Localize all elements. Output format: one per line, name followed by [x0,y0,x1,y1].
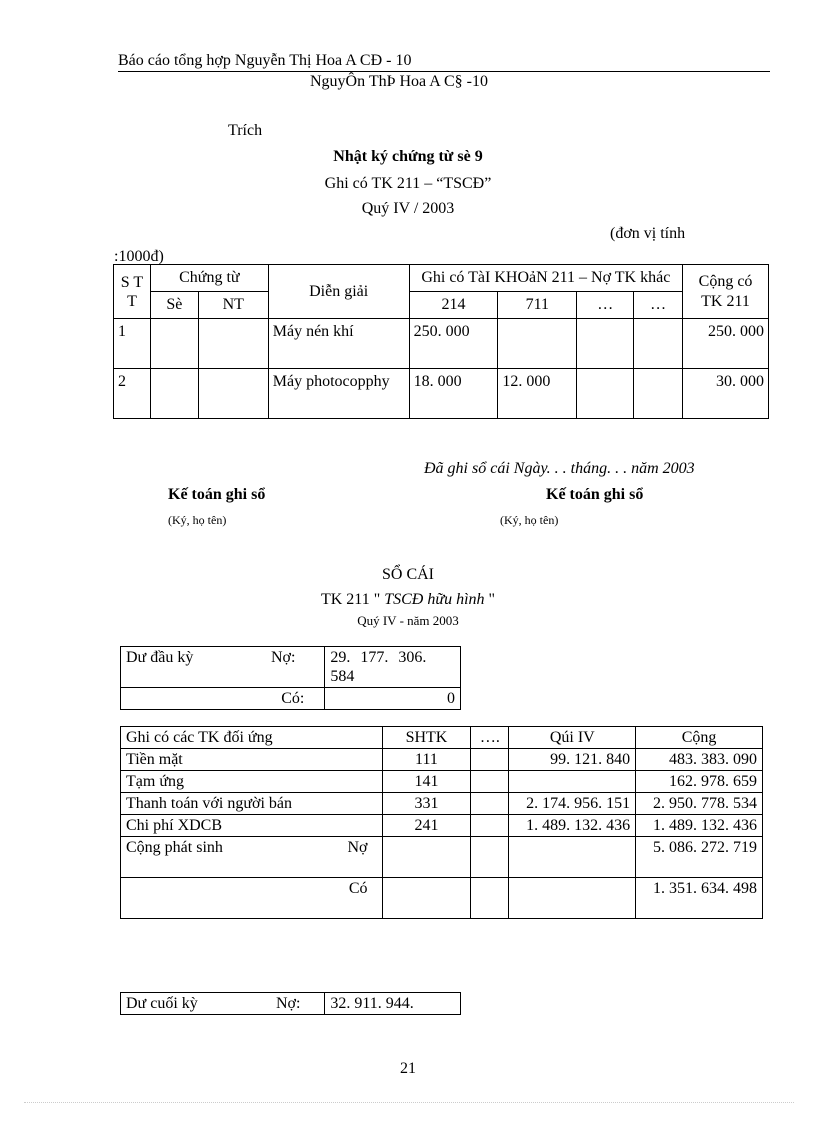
ledger-table [120,726,763,919]
page-number: 21 [400,1060,416,1077]
opening-balance-table [120,646,461,710]
ledger-phatsinh-no-row [121,837,763,878]
phatsinh-dots [471,837,509,878]
ledger-shtk: 141 [382,771,471,793]
journal-subtitle: Ghi có TK 211 – “TSCĐ” [324,175,492,192]
phatsinh-quy [509,837,636,878]
table-subheader-row [114,292,769,319]
ledger-account-prefix: TK 211 " [320,591,381,608]
col-chungtu: Chứng từ [150,265,268,292]
ledger-account [0,591,816,609]
row-214: 18. 000 [409,369,498,419]
phatsinh-dots [471,878,509,919]
row-total: 30. 000 [683,369,769,419]
row-so [150,319,198,369]
ledger-phatsinh-co-row [121,878,763,919]
ledger-col-dots: …. [471,727,509,749]
closing-row [121,993,461,1015]
opening-co-label: Có: [121,688,325,710]
ledger-cong: 162. 978. 659 [636,771,763,793]
ledger-tk: Chi phí XDCB [121,815,383,837]
ledger-tk: Tiền mặt [121,749,383,771]
journal-table [113,264,769,419]
ledger-cong: 2. 950. 778. 534 [636,793,763,815]
header-rule [118,71,770,72]
col-dots-2: … [634,292,683,319]
ledger-header-row [121,727,763,749]
table-row [114,319,769,369]
row-desc: Máy photocopphy [268,369,409,419]
col-ghico: Ghi có TàI KHOảN 211 – Nợ TK khác [409,265,682,292]
accountant-left: Kế toán ghi sổ [168,486,266,503]
phatsinh-co-label: Có [121,878,383,919]
row-214: 250. 000 [409,319,498,369]
phatsinh-label: Cộng phát sinh [126,839,223,856]
closing-label-cell [121,993,325,1015]
ledger-quy [509,771,636,793]
signature-right: (Ký, họ tên) [500,513,559,527]
signature-left: (Ký, họ tên) [168,513,227,527]
ledger-dots [471,793,509,815]
table-row [121,815,763,837]
ledger-account-name: TSCĐ hữu hình [384,591,485,608]
table-header-row [114,265,769,292]
phatsinh-quy [509,878,636,919]
col-congco: Cộng có TK 211 [683,265,769,319]
col-stt: S T T [114,265,151,319]
ledger-quy: 1. 489. 132. 436 [509,815,636,837]
table-row [121,749,763,771]
ledger-quy: 99. 121. 840 [509,749,636,771]
ledger-account-suffix: " [488,591,496,608]
unit-note-cont: :1000đ) [114,248,164,265]
ledger-title: SỔ CÁI [381,566,434,583]
ledger-dots [471,771,509,793]
page-bottom-rule [24,1102,794,1103]
row-711: 12. 000 [498,369,577,419]
ledger-shtk: 111 [382,749,471,771]
row-stt: 2 [114,369,151,419]
phatsinh-no-value: 5. 086. 272. 719 [636,837,763,878]
table-row [114,369,769,419]
phatsinh-shtk [382,878,471,919]
opening-co-row [121,688,461,710]
ledger-period: Quý IV - năm 2003 [357,613,459,628]
header-line-1: Báo cáo tổng hợp Nguyễn Thị Hoa A CĐ - 10 [118,52,412,69]
opening-label: Dư đầu kỳ [126,649,194,666]
ledger-shtk: 331 [382,793,471,815]
table-row [121,793,763,815]
ledger-cong: 483. 383. 090 [636,749,763,771]
closing-label: Dư cuối kỳ [126,995,198,1012]
ledger-col-quy: Qúi IV [509,727,636,749]
col-diengiai: Diễn giải [268,265,409,319]
phatsinh-no-label: Nợ [347,839,368,856]
row-total: 250. 000 [683,319,769,369]
opening-no-row [121,647,461,688]
phatsinh-shtk [382,837,471,878]
ledger-col-cong: Cộng [636,727,763,749]
row-desc: Máy nén khí [268,319,409,369]
row-dots-2 [634,369,683,419]
opening-no-label: Nợ: [271,649,296,666]
row-dots-2 [634,319,683,369]
ledger-cong: 1. 489. 132. 436 [636,815,763,837]
phatsinh-label-cell [121,837,383,878]
col-711: 711 [498,292,577,319]
ledger-tk: Tạm ứng [121,771,383,793]
closing-balance-table [120,992,461,1015]
closing-no-label: Nợ: [276,995,301,1012]
closing-no-value: 32. 911. 944. [325,993,461,1015]
phatsinh-co-value: 1. 351. 634. 498 [636,878,763,919]
journal-period: Quý IV / 2003 [361,200,455,217]
trich-label: Trích [228,122,263,139]
col-dots-1: … [577,292,634,319]
table-row [121,771,763,793]
opening-co-value: 0 [325,688,461,710]
ledger-quy: 2. 174. 956. 151 [509,793,636,815]
row-dots-1 [577,319,634,369]
row-711 [498,319,577,369]
ledger-tk: Thanh toán với người bán [121,793,383,815]
row-nt [198,369,268,419]
ledger-col-shtk: SHTK [382,727,471,749]
row-so [150,369,198,419]
row-stt: 1 [114,319,151,369]
col-nt: NT [198,292,268,319]
accountant-right: Kế toán ghi sổ [546,486,644,503]
header-line-2: NguyÔn ThÞ Hoa A C§ -10 [310,73,488,90]
col-so: Sè [150,292,198,319]
unit-note: (đơn vị tính [610,225,686,242]
ledger-dots [471,815,509,837]
row-dots-1 [577,369,634,419]
opening-no-value: 29. 177. 306. 584 [325,647,461,688]
recorded-note: Đã ghi sổ cái Ngày. . . tháng. . . năm 2003 [424,460,695,477]
ledger-col-tk: Ghi có các TK đối ứng [121,727,383,749]
ledger-shtk: 241 [382,815,471,837]
opening-label-cell [121,647,325,688]
ledger-dots [471,749,509,771]
col-214: 214 [409,292,498,319]
journal-title: Nhật ký chứng từ sè 9 [333,148,483,165]
row-nt [198,319,268,369]
